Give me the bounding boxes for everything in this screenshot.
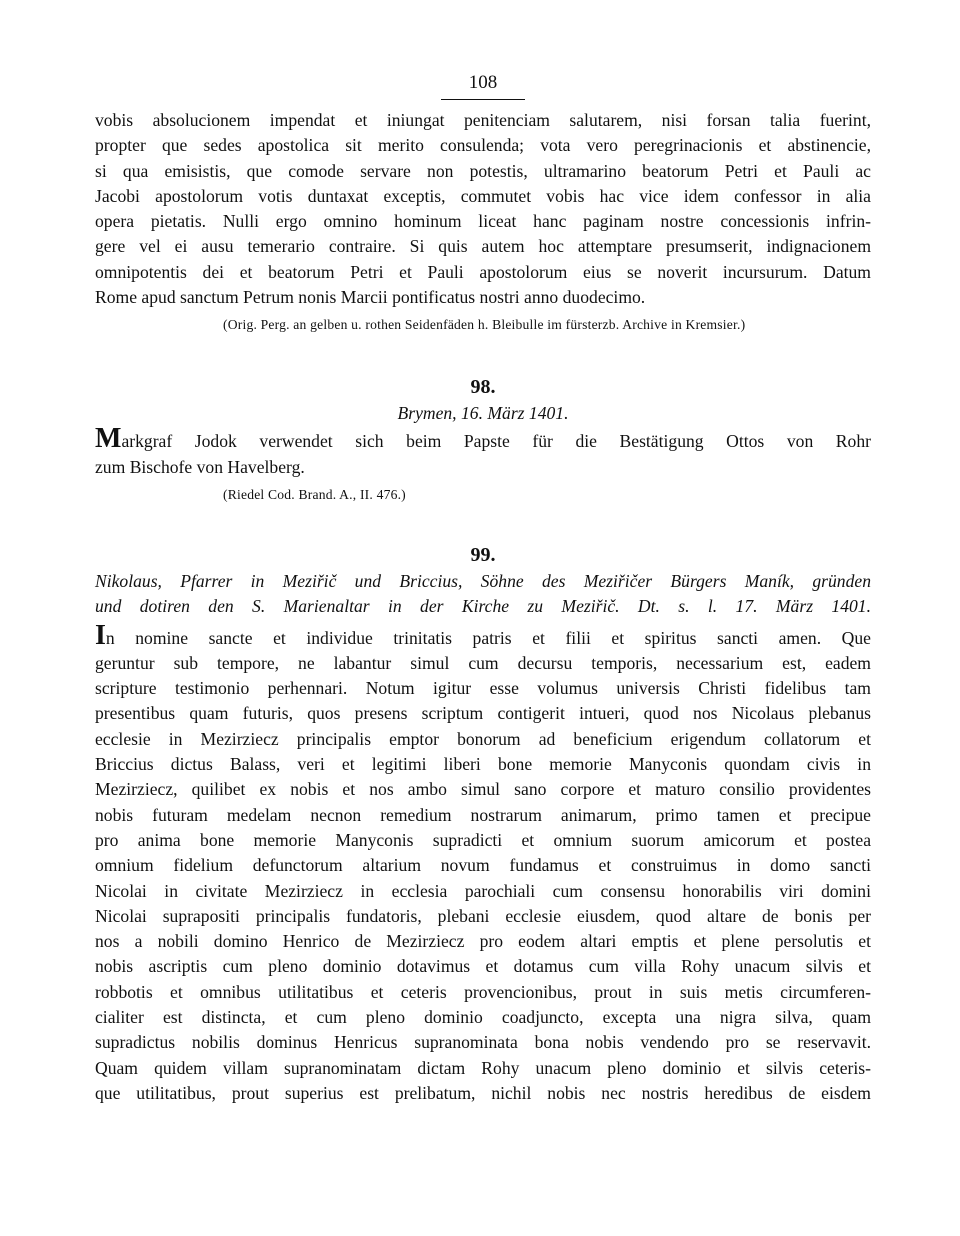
- text-line: nobis ascriptis cum pleno dominio dotavimus et dotamus cum villa Rohy unacum silvis et: [95, 956, 871, 977]
- text-line: opera pietatis. Nulli ergo omnino hominum liceat hanc paginam nostre concessionis infrin-: [95, 211, 871, 232]
- regest-99: [95, 569, 871, 620]
- text-line: ecclesie in Mezirziecz principalis emptor bonorum ad beneficium erigendum collatorum et: [95, 728, 871, 749]
- text-line: Nicolai suprapositi principalis fundatoris, plebani ecclesie eiusdem, quod altare de bonis per: [95, 905, 871, 926]
- text-line: pro anima bone memorie Manyconis supradicti et omnium suorum amicorum et postea: [95, 829, 871, 850]
- document-number-98: 98.: [470, 376, 496, 399]
- text-line: Rome apud sanctum Petrum nonis Marcii pontificatus nostri anno duodecimo.: [95, 287, 646, 308]
- text-line: und dotiren den S. Marienaltar in der Kirche zu Meziřič. Dt. s. l. 17. März 1401.: [95, 596, 871, 617]
- text-line: nobis futuram medelam necnon remedium nostrarum animarum, primo tamen et precipue: [95, 804, 871, 825]
- text-line: que utilitatibus, prout superius est prelibatum, nichil nobis nec nostris heredibus de eisdem: [95, 1082, 871, 1103]
- text-line: robbotis et omnibus utilitatibus et ceteris provencionibus, prout in suis metis circumferen-: [95, 981, 871, 1002]
- text-line: Nicolai in civitate Mezirziecz in ecclesia parochiali cum consensu honorabilis viri domini: [95, 880, 871, 901]
- text-line: Briccius dictus Balass, veri et legitimi liberi bone memorie Manyconis quondam civis in: [95, 754, 871, 775]
- text-line: omnium fidelium defunctorum altarium novum fundamus et construimus in domo sancti: [95, 855, 871, 876]
- text-line: cialiter est distincta, et cum pleno dominio coadjuncto, excepta una nigra silva, quam: [95, 1007, 871, 1028]
- text-line: zum Bischofe von Havelberg.: [95, 456, 305, 477]
- text-line: propter que sedes apostolica sit merito consulenda; vota vero peregrinacionis et abstinencie,: [95, 135, 871, 156]
- text-line: vobis absolucionem impendat et iniungat penitenciam salutarem, nisi forsan talia fuerint,: [95, 110, 871, 130]
- regest-98: [95, 423, 871, 480]
- dateline-98: Brymen, 16. März 1401.: [397, 403, 569, 424]
- intro-paragraph: [95, 108, 871, 310]
- text-line: In nomine sancte et individue trinitatis patris et filii et spiritus sancti amen. Que: [95, 619, 871, 651]
- drop-initial: I: [95, 619, 106, 651]
- document-number-99: 99.: [470, 543, 496, 566]
- charter-text-99: [95, 619, 871, 1107]
- text-line: gere vel ei ausu temerario contraire. Si quis autem hoc attemptare presumserit, indignacionem: [95, 236, 871, 257]
- text-line: Nikolaus, Pfarrer in Meziřič und Briccius, Söhne des Meziřičer Bürgers Maník, gründen: [95, 570, 871, 591]
- text-line: geruntur sub tempore, ne labantur simul cum decursu temporis, necessarium est, eadem: [95, 652, 871, 673]
- page: [95, 72, 871, 1106]
- text-line: omnipotentis dei et beatorum Petri et Pauli apostolorum eius se noverit incursurum. Datum: [95, 261, 871, 282]
- page-number-rule: [441, 99, 525, 100]
- text-line: presentibus quam futuris, quos presens scriptum contigerit intueri, quod nos Nicolaus plebanus: [95, 703, 871, 724]
- text-line: scripture testimonio perhennari. Notum igitur esse volumus universis Christi fidelibus tam: [95, 678, 871, 699]
- text-line: Jacobi apostolorum votis duntaxat exceptis, commutet vobis hac vice idem confessor in alia: [95, 185, 871, 206]
- text-line: si qua emisistis, que comode servare non potestis, ultramarino beatorum Petri et Pauli ac: [95, 160, 871, 181]
- text-line: Markgraf Jodok verwendet sich beim Papste für die Bestätigung Ottos von Rohr: [95, 423, 871, 455]
- text-line: Quam quidem villam supranominatam dictam Rohy unacum pleno dominio et silvis ceteris-: [95, 1057, 871, 1078]
- source-note-98: (Riedel Cod. Brand. A., II. 476.): [223, 486, 406, 502]
- text-line: nos a nobili domino Henrico de Mezirziecz pro eodem altari emptis et plene persolutis et: [95, 931, 871, 952]
- text-line: supradictus nobilis dominus Henricus supranominata bona nobis vendendo pro se reservavit.: [95, 1032, 871, 1053]
- intro-source-note: (Orig. Perg. an gelben u. rothen Seidenfäden h. Bleibulle im fürsterzb. Archive in Kremsier.): [223, 317, 746, 333]
- drop-initial: M: [95, 423, 122, 455]
- text-line: Mezirziecz, quilibet ex nobis et nos ambo simul sano corpore et maturo consilio providentes: [95, 779, 871, 800]
- page-number: 108: [468, 72, 498, 93]
